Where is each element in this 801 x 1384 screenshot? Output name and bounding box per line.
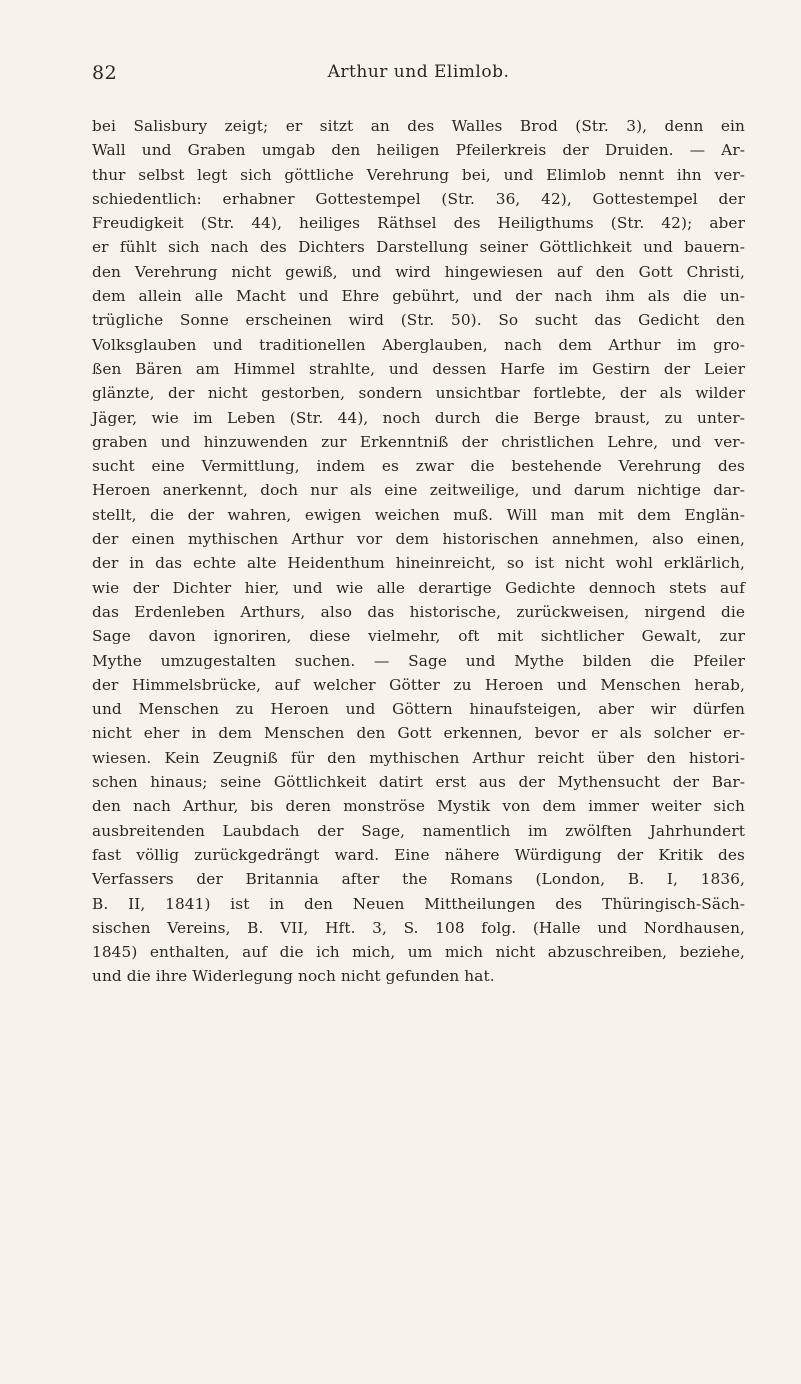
page-number: 82 (92, 62, 118, 84)
body-paragraph (92, 114, 745, 989)
text-line: ausbreitenden Laubdach der Sage, namentlich im zwölften Jahrhundert (92, 821, 745, 840)
text-line: ßen Bären am Himmel strahlte, und dessen Harfe im Gestirn der Leier (92, 359, 745, 378)
text-line: fast völlig zurückgedrängt ward. Eine nähere Würdigung der Kritik des (92, 845, 745, 864)
text-line: und Menschen zu Heroen und Göttern hinaufsteigen, aber wir dürfen (92, 700, 745, 719)
text-line: den Verehrung nicht gewiß, und wird hingewiesen auf den Gott Christi, (92, 262, 745, 281)
text-line: den nach Arthur, bis deren monströse Mystik von dem immer weiter sich (92, 797, 745, 816)
text-line: dem allein alle Macht und Ehre gebührt, und der nach ihm als die un- (92, 287, 745, 306)
text-line: Verfassers der Britannia after the Romans (London, B. I, 1836, (92, 870, 745, 889)
text-line: thur selbst legt sich göttliche Verehrung bei, und Elimlob nennt ihn ver- (92, 165, 745, 184)
text-line: der Himmelsbrücke, auf welcher Götter zu Heroen und Menschen herab, (92, 675, 745, 694)
text-line: nicht eher in dem Menschen den Gott erkennen, bevor er als solcher er- (92, 724, 745, 743)
text-line: 1845) enthalten, auf die ich mich, um mich nicht abzuschreiben, beziehe, (92, 943, 745, 962)
text-line: B. II, 1841) ist in den Neuen Mittheilungen des Thüringisch-Säch- (92, 894, 745, 913)
text-line: das Erdenleben Arthurs, also das historische, zurückweisen, nirgend die (92, 602, 745, 621)
text-line: er fühlt sich nach des Dichters Darstellung seiner Göttlichkeit und bauern- (92, 238, 745, 257)
text-line: stellt, die der wahren, ewigen weichen muß. Will man mit dem Englän- (92, 505, 745, 524)
text-line: wie der Dichter hier, und wie alle derartige Gedichte dennoch stets auf (92, 578, 745, 597)
text-line: bei Salisbury zeigt; er sitzt an des Walles Brod (Str. 3), denn ein (92, 117, 745, 135)
text-line: wiesen. Kein Zeugniß für den mythischen Arthur reicht über den histori- (92, 748, 745, 767)
text-line: Mythe umzugestalten suchen. — Sage und Mythe bilden die Pfeiler (92, 651, 745, 670)
text-line: und die ihre Widerlegung noch nicht gefunden hat. (92, 967, 495, 986)
text-line: der in das echte alte Heidenthum hineinreicht, so ist nicht wohl erklärlich, (92, 554, 745, 573)
text-line: Freudigkeit (Str. 44), heiliges Räthsel des Heiligthums (Str. 42); aber (92, 214, 745, 233)
text-line: trügliche Sonne erscheinen wird (Str. 50). So sucht das Gedicht den (92, 311, 745, 330)
text-line: sischen Vereins, B. VII, Hft. 3, S. 108 folg. (Halle und Nordhausen, (92, 918, 745, 937)
text-line: der einen mythischen Arthur vor dem historischen annehmen, also einen, (92, 530, 745, 549)
running-title: Arthur und Elimlob. (327, 62, 510, 82)
text-line: schen hinaus; seine Göttlichkeit datirt erst aus der Mythensucht der Bar- (92, 773, 745, 792)
text-line: graben und hinzuwenden zur Erkenntniß der christlichen Lehre, und ver- (92, 432, 745, 451)
text-line: Jäger, wie im Leben (Str. 44), noch durch die Berge braust, zu unter- (92, 408, 745, 427)
page-header (92, 62, 745, 88)
text-line: glänzte, der nicht gestorben, sondern unsichtbar fortlebte, der als wilder (92, 384, 745, 403)
text-line: Sage davon ignoriren, diese vielmehr, oft mit sichtlicher Gewalt, zur (92, 627, 745, 646)
text-line: schiedentlich: erhabner Gottestempel (Str. 36, 42), Gottestempel der (92, 189, 745, 208)
text-line: Wall und Graben umgab den heiligen Pfeilerkreis der Druiden. — Ar- (92, 141, 745, 160)
text-line: Heroen anerkennt, doch nur als eine zeitweilige, und darum nichtige dar- (92, 481, 745, 500)
text-line: sucht eine Vermittlung, indem es zwar die bestehende Verehrung des (92, 457, 745, 476)
text-line: Volksglauben und traditionellen Aberglauben, nach dem Arthur im gro- (92, 335, 745, 354)
